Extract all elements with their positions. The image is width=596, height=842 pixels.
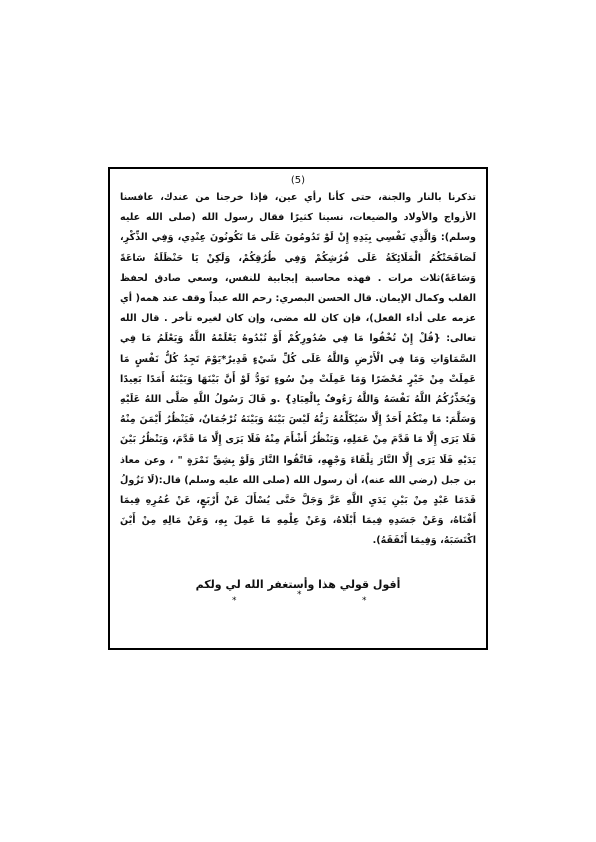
page-number: (5) xyxy=(290,175,306,186)
separator-star: * xyxy=(362,596,367,606)
page-frame xyxy=(108,167,488,650)
body-text xyxy=(120,188,476,552)
separator-star: * xyxy=(232,596,237,606)
body-paragraph: تذكرنا بالنار والجنة، حتى كأنا رأي عين، فإذا خرجنا من عندك، عافسنا الأزواج والأولاد والضيعات، نسينا كثيرًا فقال رسول الله (صلى الله عليه وسلم): وَالَّذِي نَفْسِي بِيَدِهِ إِنْ لَوْ تَدُومُونَ عَلَى مَا تَكُونُونَ عِنْدِي، وَفِي الذِّكْرِ، لَصَافَحَتْكُمُ الْمَلَائِكَةُ عَلَى فُرُشِكُمْ وَفِي طُرُقِكُمْ، وَلَكِنْ يَا حَنْظَلَةُ سَاعَةً وَسَاعَةً)ثلاث مرات . فهذه محاسبة إيجابية للنفس، وسعي صادق لحفظ القلب وكمال الإيمان. قال الحسن البصري: رحم الله عبداً وقف عند همه( أي عزمه على أداء الفعل)، فإن كان لله مضى، وإن كان لغيره تأخر . قال الله تعالى: {قُلْ إِنْ تُخْفُوا مَا فِي صُدُورِكُمْ أَوْ تُبْدُوهُ يَعْلَمْهُ اللَّهُ وَيَعْلَمُ مَا فِي السَّمَاوَاتِ وَمَا فِي الْأَرْضِ وَاللَّهُ عَلَى كُلِّ شَيْءٍ قَدِيرٌ*يَوْمَ تَجِدُ كُلُّ نَفْسٍ مَا عَمِلَتْ مِنْ خَيْرٍ مُحْضَرًا وَمَا عَمِلَتْ مِنْ سُوءٍ تَوَدُّ لَوْ أَنَّ بَيْنَهَا وَبَيْنَهُ أَمَدًا بَعِيدًا وَيُحَذِّرُكُمُ اللَّهُ نَفْسَهُ وَاللَّهُ رَءُوفٌ بِالْعِبَادِ} .و قَالَ رَسُولُ اللَّهِ صَلَّى اللهُ عَلَيْهِ وَسَلَّمَ: مَا مِنْكُمْ أَحَدٌ إِلَّا سَيُكَلِّمُهُ رَبُّهُ لَيْسَ بَيْنَهُ وَبَيْنَهُ تُرْجُمَانٌ، فَيَنْظُرُ أَيْمَنَ مِنْهُ فَلَا يَرَى إِلَّا مَا قَدَّمَ مِنْ عَمَلِهِ، وَيَنْظُرُ أَشْأَمَ مِنْهُ فَلَا يَرَى إِلَّا مَا قَدَّمَ، وَيَنْظُرُ بَيْنَ يَدَيْهِ فَلَا يَرَى إِلَّا النَّارَ تِلْقَاءَ وَجْهِهِ، فَاتَّقُوا النَّارَ وَلَوْ بِشِقِّ تَمْرَةٍ " ، وعن معاذ بن جبل (رضي الله عنه)، أن رسول الله (صلى الله عليه وسلم) قال:(لَا تَزُولُ قَدَمَا عَبْدٍ مِنْ بَيْنِ يَدَيِ اللَّهِ عَزَّ وَجَلَّ حَتَّى يُسْأَلَ عَنْ أَرْبَعٍ، عَنْ عُمُرِهِ فِيمَا أَفْنَاهُ، وَعَنْ جَسَدِهِ فِيمَا أَبْلَاهُ، وَعَنْ عِلْمِهِ مَا عَمِلَ بِهِ، وَعَنْ مَالِهِ مِنْ أَيْنَ اكْتَسَبَهُ، وَفِيمَا أَنْفَقَهُ). xyxy=(120,192,476,547)
separator-star: * xyxy=(297,590,302,600)
closing-line: أقول قولي هذا وأستغفر الله لي ولكم xyxy=(195,578,401,591)
